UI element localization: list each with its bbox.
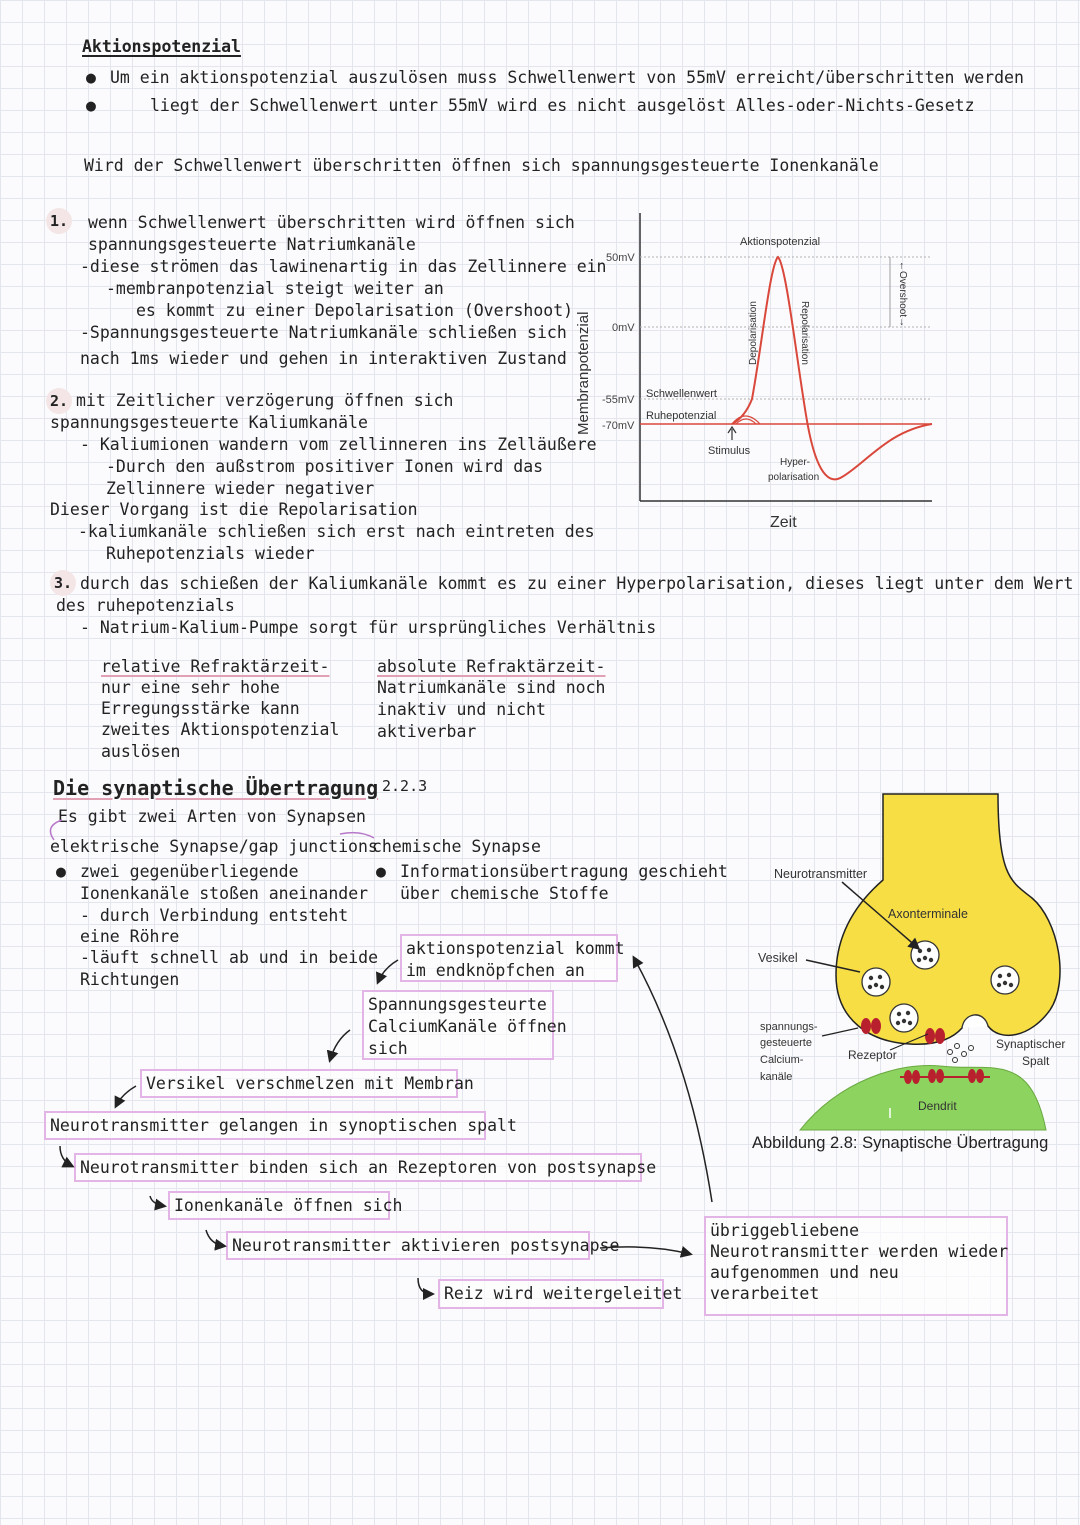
label-dendrit: Dendrit (918, 1099, 957, 1113)
intro-text: Wird der Schwellenwert überschritten öffnen sich spannungsgesteuerte Ionenkanäle (84, 156, 879, 175)
vesicle (991, 966, 1019, 994)
section-title-synapse: Die synaptische Übertragung (53, 776, 379, 800)
synapse-figure (750, 790, 1080, 1160)
absolute-refraktaer-line: aktiverbar (377, 722, 477, 741)
label-channels: gesteuerte (760, 1037, 812, 1049)
step1-line: -membranpotenzial steigt weiter an (106, 279, 444, 298)
bullet-dot: ● (376, 862, 386, 881)
flow-step-4: Neurotransmitter gelangen in synoptischen spalt (44, 1111, 486, 1140)
step-number-1: 1. (46, 208, 72, 234)
electrical-line: zwei gegenüberliegende (80, 862, 299, 881)
label-spalt: Spalt (1022, 1054, 1050, 1068)
bullet-text-1: Um ein aktionspotenzial auszulösen muss Schwellenwert von 55mV erreicht/überschritten werden (110, 68, 1024, 87)
step1-line: nach 1ms wieder und gehen in interaktiven Zustand (80, 349, 567, 368)
vesicle (890, 1004, 918, 1032)
flow-step-2: Spannungsgesteurte CalciumKanäle öffnen sich (362, 990, 554, 1060)
flow-step-9: übriggebliebene Neurotransmitter werden wieder aufgenommen und neu verarbeitet (704, 1216, 1008, 1316)
x-axis-label: Zeit (770, 514, 797, 531)
arrow (206, 1230, 224, 1246)
electrical-line: Ionenkanäle stoßen aneinander (80, 884, 369, 903)
flow-step-7: Neurotransmitter aktivieren postsynapse (226, 1231, 590, 1260)
arrow (418, 1278, 432, 1294)
label-axon: Axonterminale (888, 907, 968, 921)
step2-line: -kaliumkanäle schließen sich erst nach eintreten des (78, 522, 595, 541)
step2-line: -Durch den außstrom positiver Ionen wird das (106, 457, 544, 476)
step3-line: - Natrium-Kalium-Pumpe sorgt für ursprüngliches Verhältnis (80, 618, 657, 637)
vesicle (862, 968, 890, 996)
figure-caption: Abbildung 2.8: Synaptische Übertragung (752, 1134, 1049, 1152)
label-vesikel: Vesikel (758, 951, 798, 965)
absolute-refraktaer-line: inaktiv und nicht (377, 700, 546, 719)
tick-label: 0mV (612, 322, 635, 334)
bullet-dot: ● (86, 68, 96, 87)
label-channels: kanäle (760, 1071, 793, 1083)
step3-line: durch das schießen der Kaliumkanäle kommt es zu einer Hyperpolarisation, dieses liegt unter dem Wert (80, 574, 1074, 593)
electrical-line: - durch Verbindung entsteht (80, 906, 349, 925)
label-channels: spannungs- (760, 1021, 818, 1033)
flow-step-6: Ionenkanäle öffnen sich (168, 1191, 390, 1220)
relative-refraktaer-line: zweites Aktionspotenzial (101, 720, 340, 739)
label-spalt: Synaptischer (996, 1037, 1066, 1051)
chemical-synapse-title: chemische Synapse (372, 837, 541, 856)
step2-line: Zellinnere wieder negativer (106, 479, 375, 498)
y-axis-label: Membranpotenzial (575, 311, 592, 435)
stimulus-label: Stimulus (708, 445, 751, 457)
step-number-3: 3. (50, 570, 76, 596)
flow-step-8: Reiz wird weitergeleitet (438, 1279, 664, 1309)
relative-refraktaer-line: nur eine sehr hohe (101, 678, 280, 697)
pointer-channels (822, 1028, 858, 1036)
step3-line: des ruhepotenzials (56, 596, 235, 615)
electrical-line: Richtungen (80, 970, 180, 989)
hyper-label-2: polarisation (768, 472, 820, 483)
subthreshold-bump (732, 416, 760, 424)
arrow (116, 1086, 136, 1106)
step2-line: mit Zeitlicher verzögerung öffnen sich (76, 391, 454, 410)
step1-line: spannungsgesteuerte Natriumkanäle (88, 235, 416, 254)
bullet-dot: ● (56, 862, 66, 881)
step2-line: spannungsgesteuerte Kaliumkanäle (50, 413, 368, 432)
flow-step-1: aktionspotenzial kommt im endknöpfchen an (400, 934, 618, 982)
arrow (150, 1196, 164, 1206)
electrical-line: -läuft schnell ab und in beide (80, 948, 379, 967)
bullet-text-2: liegt der Schwellenwert unter 55mV wird es nicht ausgelöst Alles-oder-Nichts-Gesetz (150, 96, 975, 115)
step1-line: wenn Schwellenwert überschritten wird öffnen sich (88, 213, 575, 232)
step1-line: -diese strömen das lawinenartig in das Zellinnere ein (80, 257, 607, 276)
section-number: 2.2.3 (382, 777, 428, 795)
rest-label: Ruhepotenzial (646, 410, 717, 422)
released-neurotransmitters (948, 1044, 974, 1063)
label-neurotransmitter: Neurotransmitter (774, 867, 868, 881)
bullet-dot: ● (86, 96, 96, 115)
tick-label: -55mV (602, 394, 635, 406)
flow-step-5: Neurotransmitter binden sich an Rezeptoren von postsynapse (74, 1153, 642, 1182)
electrical-line: eine Röhre (80, 927, 180, 946)
action-potential-diagram (570, 205, 940, 540)
flow-step-3: Versikel verschmelzen mit Membran (140, 1069, 458, 1098)
hyper-label-1: Hyper- (780, 457, 811, 468)
step1-line: -Spannungsgesteuerte Natriumkanäle schließen sich (80, 323, 567, 342)
depol-label: Depolarisation (748, 301, 759, 365)
arrow (330, 1030, 350, 1060)
relative-refraktaer-line: auslösen (101, 742, 181, 761)
synapse-intro: Es gibt zwei Arten von Synapsen (58, 807, 366, 826)
relative-refraktaer-line: Erregungsstärke kann (101, 699, 300, 718)
relative-refraktaer-title: relative Refraktärzeit- (101, 657, 330, 676)
arrow (378, 960, 398, 982)
chemical-line: Informationsübertragung geschieht (400, 862, 728, 881)
step-number-2: 2. (46, 388, 72, 414)
threshold-label: Schwellenwert (646, 388, 717, 400)
repol-label: Repolarisation (799, 301, 810, 365)
absolute-refraktaer-title: absolute Refraktärzeit- (377, 657, 606, 676)
peak-label: Aktionspotenzial (740, 236, 821, 248)
step2-line: - Kaliumionen wandern vom zellinneren ins Zelläußere (80, 435, 597, 454)
absolute-refraktaer-line: Natriumkanäle sind noch (377, 678, 606, 697)
electrical-synapse-title: elektrische Synapse/gap junctions (50, 837, 378, 856)
tick-label: 50mV (606, 252, 635, 264)
step2-line: Dieser Vorgang ist die Repolarisation (50, 500, 418, 519)
step2-line: Ruhepotenzials wieder (106, 544, 315, 563)
tick-label: -70mV (602, 420, 635, 432)
label-rezeptor: Rezeptor (848, 1048, 897, 1062)
label-channels: Calcium- (760, 1054, 804, 1066)
chemical-line: über chemische Stoffe (400, 884, 609, 903)
overshoot-label: ←Overshoot→ (897, 261, 908, 328)
dendrite (800, 1065, 1046, 1130)
arrow (60, 1146, 72, 1166)
step1-line: es kommt zu einer Depolarisation (Overshoot) (136, 301, 574, 320)
section-title-aktionspotenzial: Aktionspotenzial (82, 37, 241, 56)
